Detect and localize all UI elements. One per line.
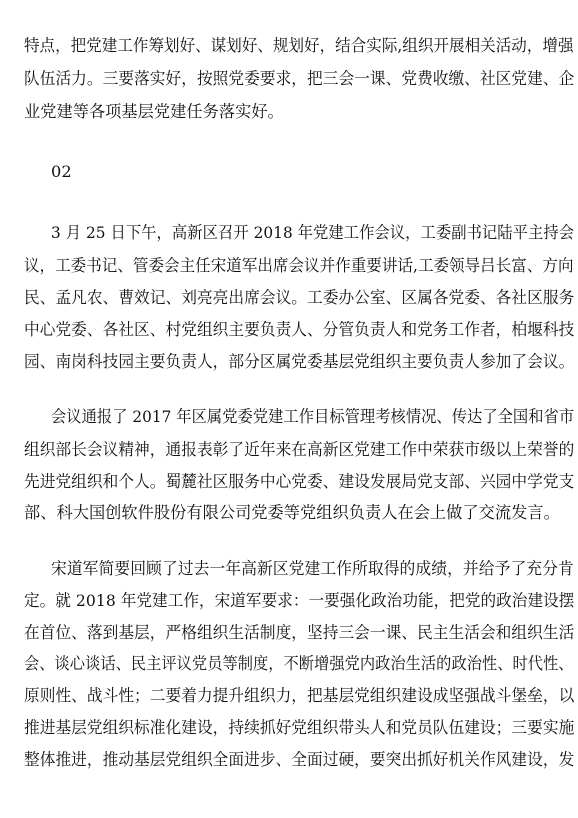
text-line: 部、科大国创软件股份有限公司党委等党组织负责人在会上做了交流发言。 [24,503,560,522]
text-line: 定。就 2018 年党建工作，宋道军要求：一要强化政治功能，把党的政治建设摆 [24,591,575,610]
text-line: 在首位、落到基层，严格组织生活制度，坚持三会一课、民主生活会和组织生活 [24,623,575,642]
text-line: 会、谈心谈话、民主评议党员等制度，不断增强党内政治生活的政治性、时代性、 [24,654,574,673]
text-line: 中心党委、各社区、村党组织主要负责人、分管负责人和党务工作者，柏堰科技 [24,320,575,339]
text-line: 议，工委书记、管委会主任宋道军出席会议并作重要讲话,工委领导吕长富、方向 [24,256,574,275]
text-line: 推进基层党组织标准化建设，持续抓好党组织带头人和党员队伍建设；三要实施 [24,718,575,737]
text-line: 原则性、战斗性；二要着力提升组织力，把基层党组织建设成坚强战斗堡垒，以 [24,686,575,705]
section-number-label: 02 [51,162,72,181]
text-line: 业党建等各项基层党建任务落实好。 [24,102,284,121]
text-line: 特点，把党建工作筹划好、谋划好、规划好，结合实际,组织开展相关活动，增强 [24,36,574,55]
text-line: 民、孟凡农、曹效记、刘亮亮出席会议。工委办公室、区属各党委、各社区服务 [24,288,575,307]
text-line: 整体推进，推动基层党组织全面进步、全面过硬，要突出抓好机关作风建设，发 [24,750,575,769]
text-line: 组织部长会议精神，通报表彰了近年来在高新区党建工作中荣获市级以上荣誉的 [24,440,575,459]
text-line: 3 月 25 日下午，高新区召开 2018 年党建工作会议，工委副书记陆平主持会 [51,223,575,242]
text-line: 会议通报了 2017 年区属党委党建工作目标管理考核情况、传达了全国和省市 [51,407,575,426]
text-line: 队伍活力。三要落实好，按照党委要求，把三会一课、党费收缴、社区党建、企 [24,69,575,88]
text-line: 园、南岗科技园主要负责人，部分区属党委基层党组织主要负责人参加了会议。 [24,352,575,371]
text-line: 先进党组织和个人。蜀麓社区服务中心党委、建设发展局党支部、兴园中学党支 [24,472,575,491]
text-line: 宋道军简要回顾了过去一年高新区党建工作所取得的成绩，并给予了充分肯 [51,559,574,578]
